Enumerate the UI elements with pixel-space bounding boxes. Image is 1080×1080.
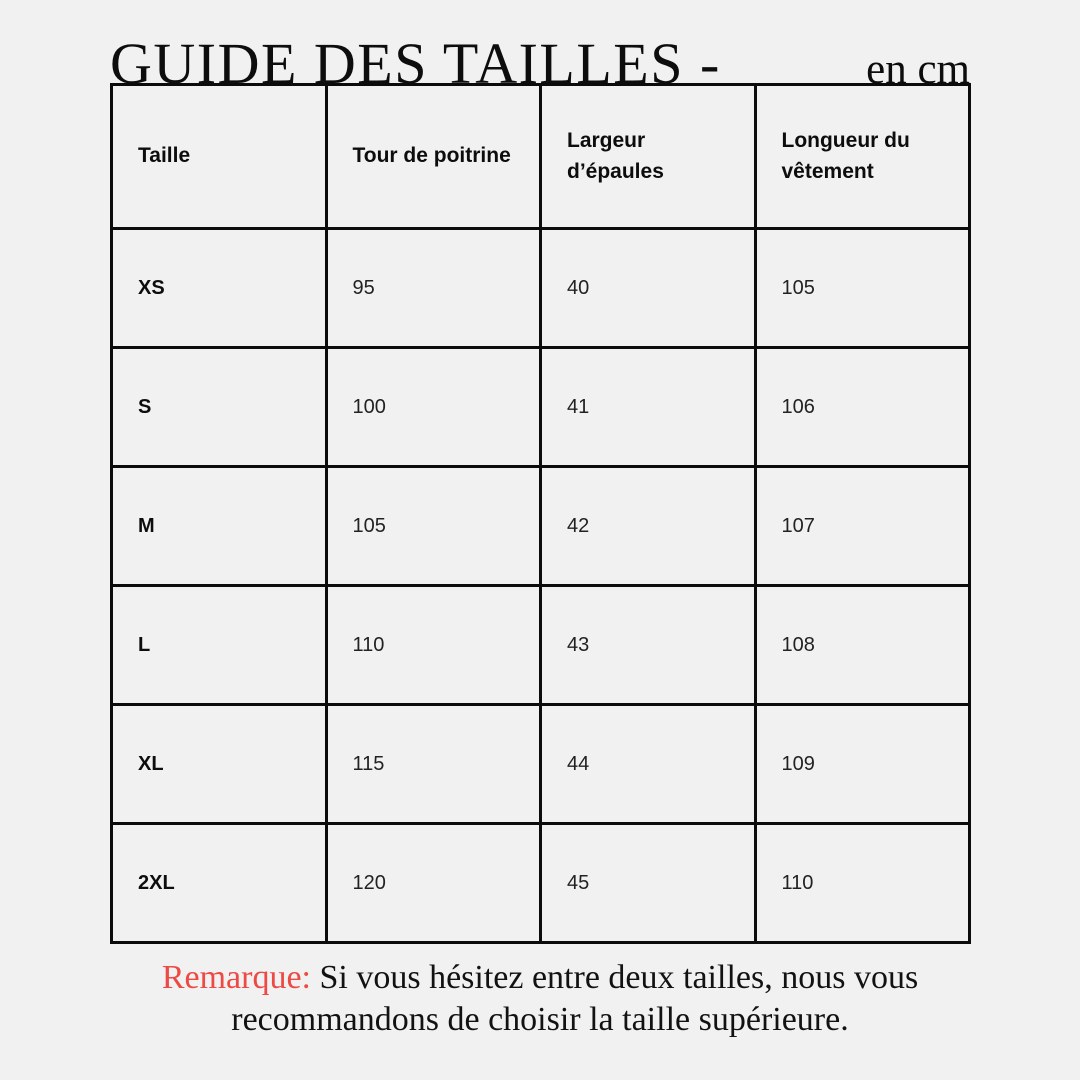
header-largeur-epaules: Largeur d’épaules [541,85,756,229]
note [50,957,1030,1041]
table-row-m [112,467,970,586]
header-tour-de-poitrine: Tour de poitrine [326,85,541,229]
cell-size: XL [112,705,327,824]
cell-chest: 110 [326,586,541,705]
size-guide-table [110,83,971,944]
table-row-s [112,348,970,467]
cell-length: 106 [755,348,970,467]
cell-size: XS [112,229,327,348]
cell-length: 107 [755,467,970,586]
cell-chest: 100 [326,348,541,467]
note-line-2 [50,999,1030,1041]
table-row-l [112,586,970,705]
cell-size: M [112,467,327,586]
note-label: Remarque: [161,959,311,996]
cell-chest: 95 [326,229,541,348]
cell-size: L [112,586,327,705]
cell-length: 109 [755,705,970,824]
table-row-xl [112,705,970,824]
header-longueur-vetement: Longueur du vêtement [755,85,970,229]
cell-chest: 105 [326,467,541,586]
cell-length: 105 [755,229,970,348]
cell-length: 110 [755,824,970,943]
table-row-xs [112,229,970,348]
cell-length: 108 [755,586,970,705]
header-taille: Taille [112,85,327,229]
note-text-line2: recommandons de choisir la taille supérieure. [231,1001,849,1039]
cell-size: 2XL [112,824,327,943]
cell-shoulder: 43 [541,586,756,705]
note-line-1 [50,957,1030,999]
cell-shoulder: 42 [541,467,756,586]
cell-size: S [112,348,327,467]
title-text: GUIDE DES TAILLES - [110,31,721,96]
cell-shoulder: 44 [541,705,756,824]
cell-shoulder: 40 [541,229,756,348]
cell-chest: 120 [326,824,541,943]
table-row-2xl [112,824,970,943]
cell-shoulder: 41 [541,348,756,467]
title-unit-label: en cm [866,46,970,93]
note-text-line1: Si vous hésitez entre deux tailles, nous vous [319,959,919,996]
cell-shoulder: 45 [541,824,756,943]
page-title [110,0,970,96]
cell-chest: 115 [326,705,541,824]
table-header-row [112,85,970,229]
